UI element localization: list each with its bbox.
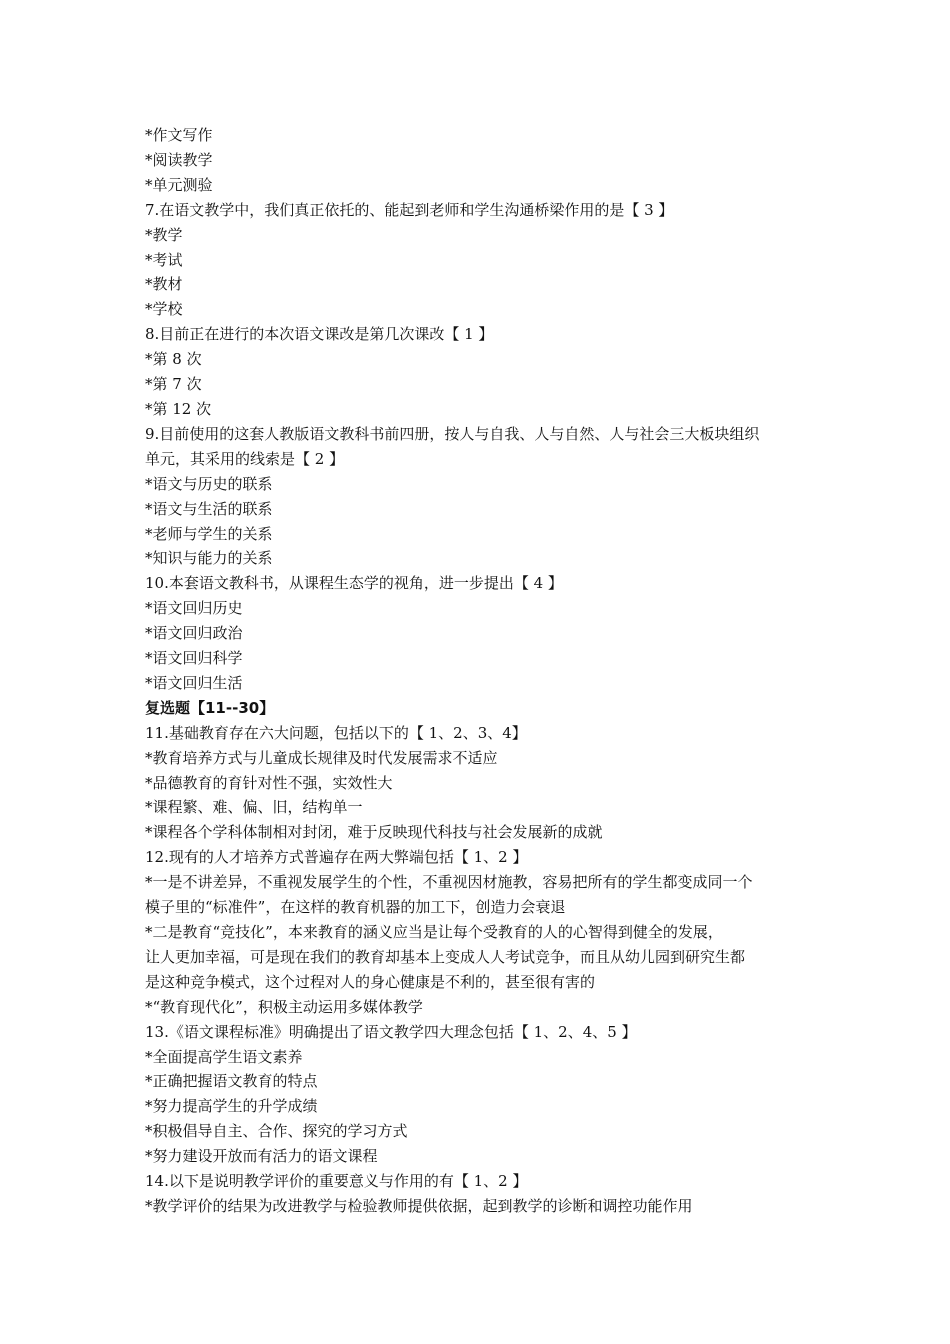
question-11: 11.基础教育存在六大问题，包括以下的【 1、2、3、4】 xyxy=(145,723,527,742)
option-line: *“教育现代化”，积极主动运用多媒体教学 xyxy=(145,997,423,1016)
question-12: 12.现有的人才培养方式普遍存在两大弊端包括【 1、2 】 xyxy=(145,848,528,867)
option-line: *语文回归生活 xyxy=(145,673,243,692)
option-line: *语文与生活的联系 xyxy=(145,499,273,518)
option-line: *语文回归政治 xyxy=(145,624,243,643)
option-line: *教学 xyxy=(145,225,183,244)
option-line: *正确把握语文教育的特点 xyxy=(145,1072,318,1091)
option-line: *教学评价的结果为改进教学与检验教师提供依据，起到教学的诊断和调控功能作用 xyxy=(145,1196,693,1215)
section-heading: 复选题【11--30】 xyxy=(145,698,275,717)
option-line: *努力提高学生的升学成绩 xyxy=(145,1097,318,1116)
option-line: *考试 xyxy=(145,250,183,269)
question-13: 13.《语文课程标准》明确提出了语文教学四大理念包括【 1、2、4、5 】 xyxy=(145,1022,637,1041)
option-line: *语文与历史的联系 xyxy=(145,474,273,493)
option-line: *学校 xyxy=(145,300,183,319)
option-line: *二是教育“竞技化”，本来教育的涵义应当是让每个受教育的人的心智得到健全的发展， xyxy=(145,923,723,941)
option-line: *全面提高学生语文素养 xyxy=(145,1047,303,1066)
option-line: *第 12 次 xyxy=(145,399,212,418)
option-line-continued: 模子里的“标准件”，在这样的教育机器的加工下，创造力会衰退 xyxy=(145,898,566,917)
option-line-continued: 是这种竞争模式，这个过程对人的身心健康是不利的，甚至很有害的 xyxy=(145,972,596,991)
document-page xyxy=(145,123,825,1219)
option-line: *品德教育的育针对性不强，实效性大 xyxy=(145,773,393,792)
question-9-continued: 单元，其采用的线索是【 2 】 xyxy=(145,449,345,468)
option-line: *第 7 次 xyxy=(145,375,202,394)
option-line: *积极倡导自主、合作、探究的学习方式 xyxy=(145,1122,408,1141)
question-7: 7.在语文教学中，我们真正依托的、能起到老师和学生沟通桥梁作用的是【 3 】 xyxy=(145,200,674,219)
option-line: *语文回归科学 xyxy=(145,649,243,668)
question-9: 9.目前使用的这套人教版语文教科书前四册，按人与自我、人与自然、人与社会三大板块组织 xyxy=(145,424,760,443)
question-8: 8.目前正在进行的本次语文课改是第几次课改【 1 】 xyxy=(145,325,494,344)
option-line: *阅读教学 xyxy=(145,150,213,169)
option-line: *第 8 次 xyxy=(145,350,202,369)
option-line: *老师与学生的关系 xyxy=(145,524,273,543)
option-line: *教材 xyxy=(145,275,183,294)
option-line: *知识与能力的关系 xyxy=(145,549,273,568)
option-line: *课程繁、难、偏、旧，结构单一 xyxy=(145,798,363,817)
option-line-continued: 让人更加幸福，可是现在我们的教育却基本上变成人人考试竞争，而且从幼儿园到研究生都 xyxy=(145,947,746,966)
question-14: 14.以下是说明教学评价的重要意义与作用的有【 1、2 】 xyxy=(145,1172,528,1191)
option-line: *作文写作 xyxy=(145,126,213,144)
question-10: 10.本套语文教科书，从课程生态学的视角，进一步提出【 4 】 xyxy=(145,574,563,593)
option-line: *一是不讲差异，不重视发展学生的个性，不重视因材施教，容易把所有的学生都变成同一个 xyxy=(145,873,753,892)
option-line: *努力建设开放而有活力的语文课程 xyxy=(145,1147,378,1166)
option-line: *课程各个学科体制相对封闭，难于反映现代科技与社会发展新的成就 xyxy=(145,823,603,842)
option-line: *教育培养方式与儿童成长规律及时代发展需求不适应 xyxy=(145,748,498,767)
option-line: *语文回归历史 xyxy=(145,599,243,618)
option-line: *单元测验 xyxy=(145,175,213,194)
